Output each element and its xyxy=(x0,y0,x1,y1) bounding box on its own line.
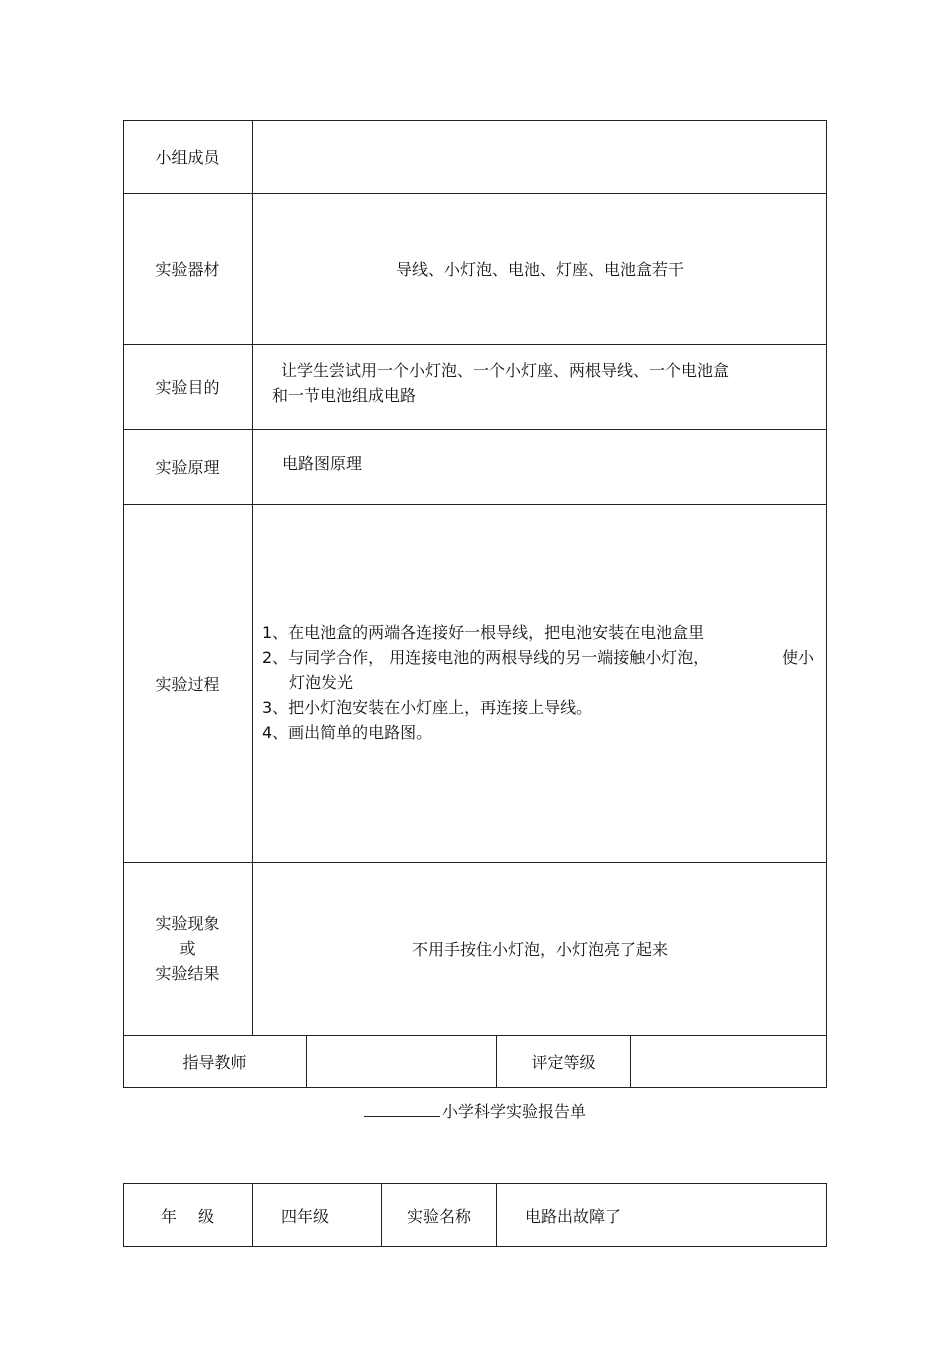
experiment-name-label xyxy=(382,1183,496,1247)
materials-label xyxy=(123,193,252,344)
process-step-2-wrap: 灯泡发光 xyxy=(289,673,354,692)
school-name-blank xyxy=(364,1099,440,1117)
purpose-label xyxy=(123,344,252,429)
grade-label xyxy=(123,1183,252,1247)
column-divider xyxy=(252,1183,253,1247)
teacher-label xyxy=(123,1035,306,1088)
process-label xyxy=(123,504,252,862)
purpose-label-text: 实验目的 xyxy=(155,378,220,397)
result-label-line2: 或 xyxy=(179,939,196,958)
members-label xyxy=(123,120,252,193)
principle-value: 电路图原理 xyxy=(282,454,363,473)
process-step-4: 4、画出简单的电路图。 xyxy=(262,723,433,742)
grade-rating-value xyxy=(631,1035,827,1088)
experiment-name-value: 电路出故障了 xyxy=(525,1207,622,1226)
grade-rating-label-text: 评定等级 xyxy=(531,1053,596,1072)
result-value xyxy=(253,862,827,1035)
result-value-text: 不用手按住小灯泡，小灯泡亮了起来 xyxy=(411,940,668,959)
process-step-2: 2、与同学合作， 用连接电池的两根导线的另一端接触小灯泡， xyxy=(262,648,710,667)
principle-label-text: 实验原理 xyxy=(155,458,220,477)
experiment-name-label-text: 实验名称 xyxy=(406,1206,471,1226)
grade-value: 四年级 xyxy=(281,1207,330,1226)
purpose-value-line2: 和一节电池组成电路 xyxy=(272,386,417,405)
report-title-text: 小学科学实验报告单 xyxy=(442,1102,587,1121)
process-step-2-cont: 使小 xyxy=(782,648,815,667)
principle-label xyxy=(123,429,252,504)
materials-value xyxy=(253,193,827,344)
purpose-value-line1: 让学生尝试用一个小灯泡、一个小灯座、两根导线、一个电池盒 xyxy=(281,361,730,380)
result-label xyxy=(123,862,252,1035)
column-divider xyxy=(496,1183,497,1247)
members-label-text: 小组成员 xyxy=(155,148,220,167)
materials-label-text: 实验器材 xyxy=(155,260,220,279)
report-title xyxy=(364,1099,586,1124)
result-label-line3: 实验结果 xyxy=(155,964,220,983)
grade-rating-label xyxy=(497,1035,630,1088)
teacher-label-text: 指导教师 xyxy=(182,1053,247,1072)
process-step-1: 1、在电池盒的两端各连接好一根导线，把电池安装在电池盒里 xyxy=(262,623,705,642)
process-label-text: 实验过程 xyxy=(155,674,220,694)
grade-label-text: 年 级 xyxy=(160,1206,215,1226)
process-step-3: 3、把小灯泡安装在小灯座上，再连接上导线。 xyxy=(262,698,593,717)
result-label-line1: 实验现象 xyxy=(155,914,220,933)
teacher-value xyxy=(307,1035,496,1088)
materials-value-text: 导线、小灯泡、电池、灯座、电池盒若干 xyxy=(395,260,684,279)
members-value xyxy=(253,120,827,193)
